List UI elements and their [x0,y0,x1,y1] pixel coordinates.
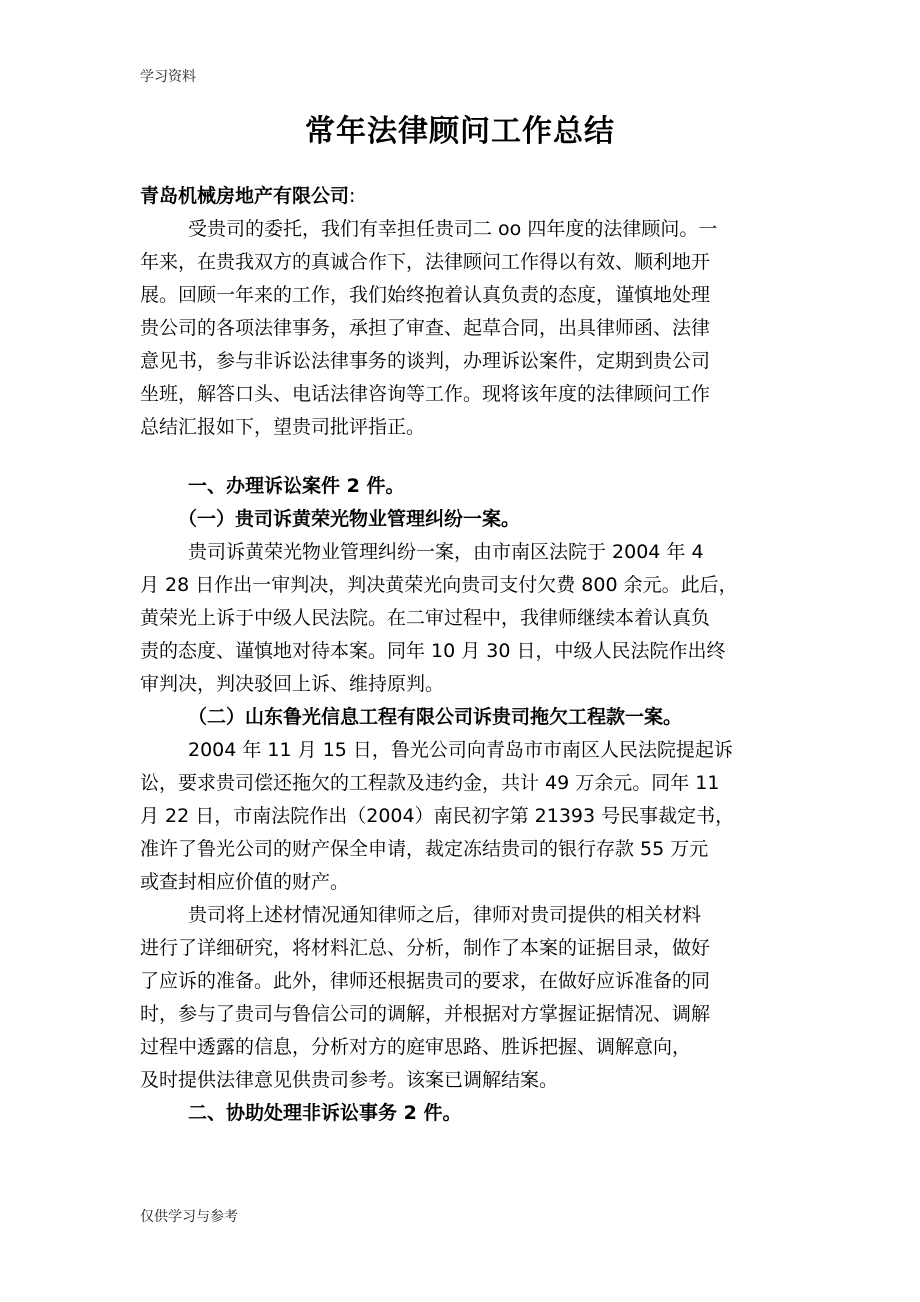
document-title: 常年法律顾问工作总结 [305,114,615,149]
addressee-colon: : [349,185,356,207]
case-2-followup-line: 及时提供法律意见供贵司参考。该案已调解结案。 [140,1069,559,1091]
page-footer-note: 仅供学习与参考 [140,1209,238,1225]
case-2-followup-line: 过程中透露的信息，分析对方的庭审思路、胜诉把握、调解意向， [140,1036,692,1058]
case-2-followup-line: 贵司将上述材情况通知律师之后，律师对贵司提供的相关材料 [188,904,702,926]
addressee-line [140,180,780,213]
intro-paragraph [140,213,780,444]
page-header-note: 学习资料 [140,69,196,85]
case-1-line: 审判决，判决驳回上诉、维持原判。 [140,673,445,695]
case-2-line: 2004 年 11 月 15 日，鲁光公司向青岛市市南区人民法院提起诉 [188,739,733,761]
case-2-followup-line: 了应诉的准备。此外，律师还根据贵司的要求，在做好应诉准备的同 [140,970,711,992]
case-2-paragraph [140,734,780,899]
section-2-heading: 二、协助处理非诉讼事务 2 件。 [188,1102,462,1124]
section-1-heading: 一、办理诉讼案件 2 件。 [188,475,405,497]
case-1-line: 贵司诉黄荣光物业管理纠纷一案，由市南区法院于 2004 年 4 [188,541,704,563]
case-2-followup-line: 时，参与了贵司与鲁信公司的调解，并根据对方掌握证据情况、调解 [140,1003,711,1025]
intro-line: 受贵司的委托，我们有幸担任贵司二 oo 四年度的法律顾问。一 [188,218,718,240]
case-1-line: 黄荣光上诉于中级人民法院。在二审过程中，我律师继续本着认真负 [140,607,711,629]
intro-line: 总结汇报如下，望贵司批评指正。 [140,416,426,438]
case-2-followup-paragraph [140,899,780,1097]
intro-line: 坐班，解答口头、电话法律咨询等工作。现将该年度的法律顾问工作 [140,383,711,405]
document-body [140,180,780,1130]
case-2-heading: （二）山东鲁光信息工程有限公司诉贵司拖欠工程款一案。 [188,706,683,728]
addressee: 青岛机械房地产有限公司 [140,185,350,207]
paragraph-gap [140,444,780,470]
intro-line: 意见书，参与非诉讼法律事务的谈判，办理诉讼案件，定期到贵公司 [140,350,711,372]
case-1-line: 月 28 日作出一审判决，判决黄荣光向贵司支付欠费 800 余元。此后， [140,574,738,596]
case-1-line: 责的态度、谨慎地对待本案。同年 10 月 30 日，中级人民法院作出终 [140,640,726,662]
case-2-line: 月 22 日，市南法院作出（2004）南民初字第 21393 号民事裁定书， [140,805,735,827]
case-2-line: 讼，要求贵司偿还拖欠的工程款及违约金，共计 49 万余元。同年 11 [140,772,720,794]
intro-line: 年来，在贵我双方的真诚合作下，法律顾问工作得以有效、顺利地开 [140,251,711,273]
case-1-heading: （一）贵司诉黄荣光物业管理纠纷一案。 [178,508,521,530]
case-2-line: 准许了鲁光公司的财产保全申请，裁定冻结贵司的银行存款 55 万元 [140,838,709,860]
case-1-paragraph [140,536,780,701]
case-2-followup-line: 进行了详细研究，将材料汇总、分析，制作了本案的证据目录，做好 [140,937,711,959]
intro-line: 展。回顾一年来的工作，我们始终抱着认真负责的态度，谨慎地处理 [140,284,711,306]
case-2-line: 或查封相应价值的财产。 [140,871,350,893]
intro-line: 贵公司的各项法律事务，承担了审查、起草合同，出具律师函、法律 [140,317,711,339]
